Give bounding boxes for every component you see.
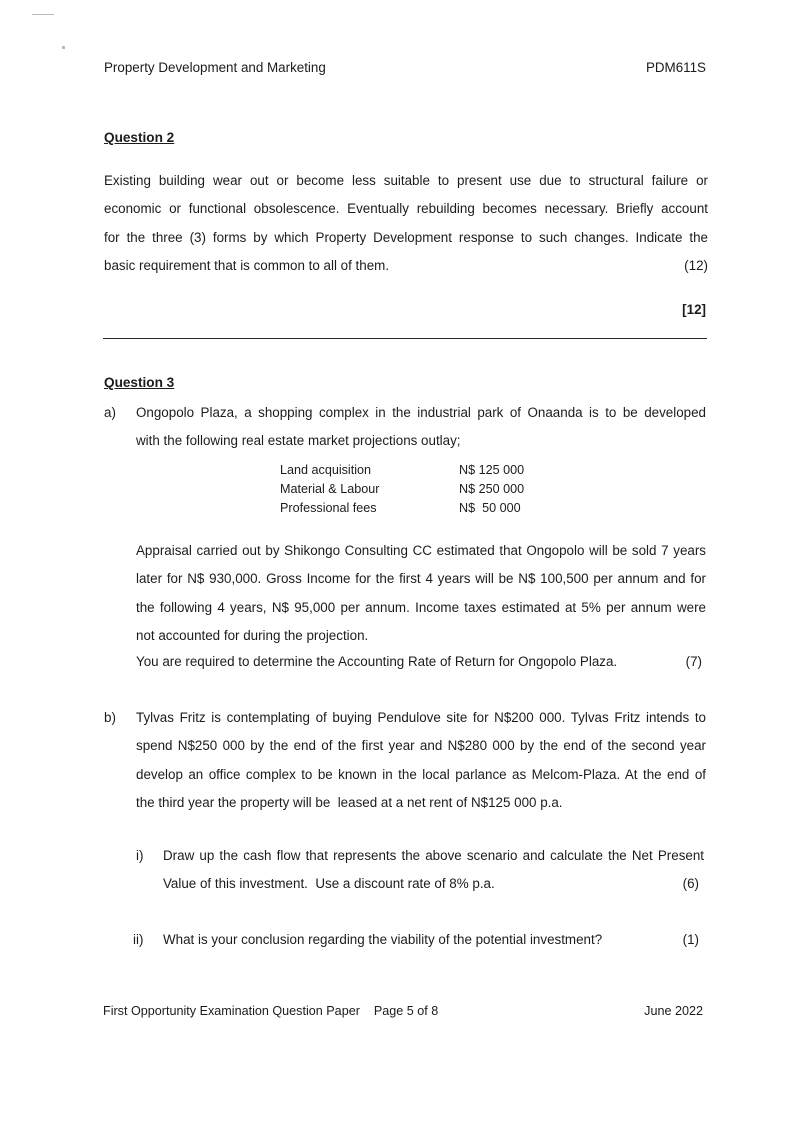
part-b-ii-marks: (1) <box>682 932 699 947</box>
part-a-body <box>136 537 706 674</box>
text-line: basic requirement that is common to all of them. <box>104 257 390 273</box>
question-2-title: Question 2 <box>104 130 175 145</box>
outlay-row <box>280 499 530 518</box>
text-line: develop an office complex to be known in the local parlance as Melcom-Plaza. At the end of <box>136 766 706 782</box>
question-2-total: [12] <box>682 302 706 317</box>
scan-artifact <box>32 14 54 15</box>
part-a-intro <box>136 399 706 456</box>
text-line: economic or functional obsolescence. Eventually rebuilding becomes necessary. Briefly account <box>104 201 708 217</box>
outlay-amount: N$ 125 000 <box>459 463 525 477</box>
text-line: Ongopolo Plaza, a shopping complex in the industrial park of Onaanda is to be developed <box>136 405 706 420</box>
text-line: later for N$ 930,000. Gross Income for the first 4 years will be N$ 100,500 per annum and for <box>136 571 706 587</box>
outlay-amount: N$ 250 000 <box>459 481 525 496</box>
text-line: Existing building wear out or become less suitable to present use due to structural failure or <box>104 173 708 188</box>
text-line: spend N$250 000 by the end of the first year and N$280 000 by the end of the second year <box>136 738 706 754</box>
text-line: You are required to determine the Accounting Rate of Return for Ongopolo Plaza. <box>136 654 618 670</box>
part-b-label: b) <box>104 710 116 725</box>
outlay-item: Professional fees <box>280 500 377 515</box>
text-line: for the three (3) forms by which Property Development response to such changes. Indicate the <box>104 229 708 245</box>
question-2-marks: (12) <box>684 257 708 273</box>
page-footer-date: June 2022 <box>644 1004 703 1018</box>
part-a-marks: (7) <box>685 654 702 670</box>
part-a-label: a) <box>104 405 116 420</box>
part-b-i-label: i) <box>136 848 144 863</box>
scan-artifact <box>62 46 65 49</box>
part-b-ii-label: ii) <box>133 932 144 947</box>
text-line: not accounted for during the projection. <box>136 627 369 643</box>
page-header-course: Property Development and Marketing <box>104 60 326 75</box>
section-divider <box>103 338 707 339</box>
question-2-text <box>104 167 708 280</box>
outlay-amount: N$ 50 000 <box>459 500 521 515</box>
outlay-table <box>280 461 530 517</box>
text-line: Draw up the cash flow that represents the above scenario and calculate the Net Present <box>163 848 704 863</box>
text-line: Value of this investment. Use a discount rate of 8% p.a. <box>163 876 495 892</box>
outlay-item: Material & Labour <box>280 481 380 496</box>
text-line: the third year the property will be leased at a net rent of N$125 000 p.a. <box>136 794 563 810</box>
part-b-i-text <box>163 842 704 899</box>
part-b-ii-text <box>163 932 699 947</box>
outlay-row <box>280 461 530 480</box>
question-3-title: Question 3 <box>104 375 175 390</box>
part-b-i-marks: (6) <box>682 876 699 892</box>
text-line: the following 4 years, N$ 95,000 per annum. Income taxes estimated at 5% per annum were <box>136 599 706 615</box>
text-line: Appraisal carried out by Shikongo Consulting CC estimated that Ongopolo will be sold 7 years <box>136 543 706 558</box>
part-b-body <box>136 704 706 817</box>
text-line: Tylvas Fritz is contemplating of buying Pendulove site for N$200 000. Tylvas Fritz intends to <box>136 710 706 725</box>
page-footer-info: First Opportunity Examination Question Paper Page 5 of 8 <box>103 1004 439 1018</box>
outlay-item: Land acquisition <box>280 463 372 477</box>
text-line: What is your conclusion regarding the viability of the potential investment? <box>163 932 603 947</box>
text-line: with the following real estate market projections outlay; <box>136 433 461 449</box>
page-header-code: PDM611S <box>645 60 706 75</box>
outlay-row <box>280 480 530 499</box>
